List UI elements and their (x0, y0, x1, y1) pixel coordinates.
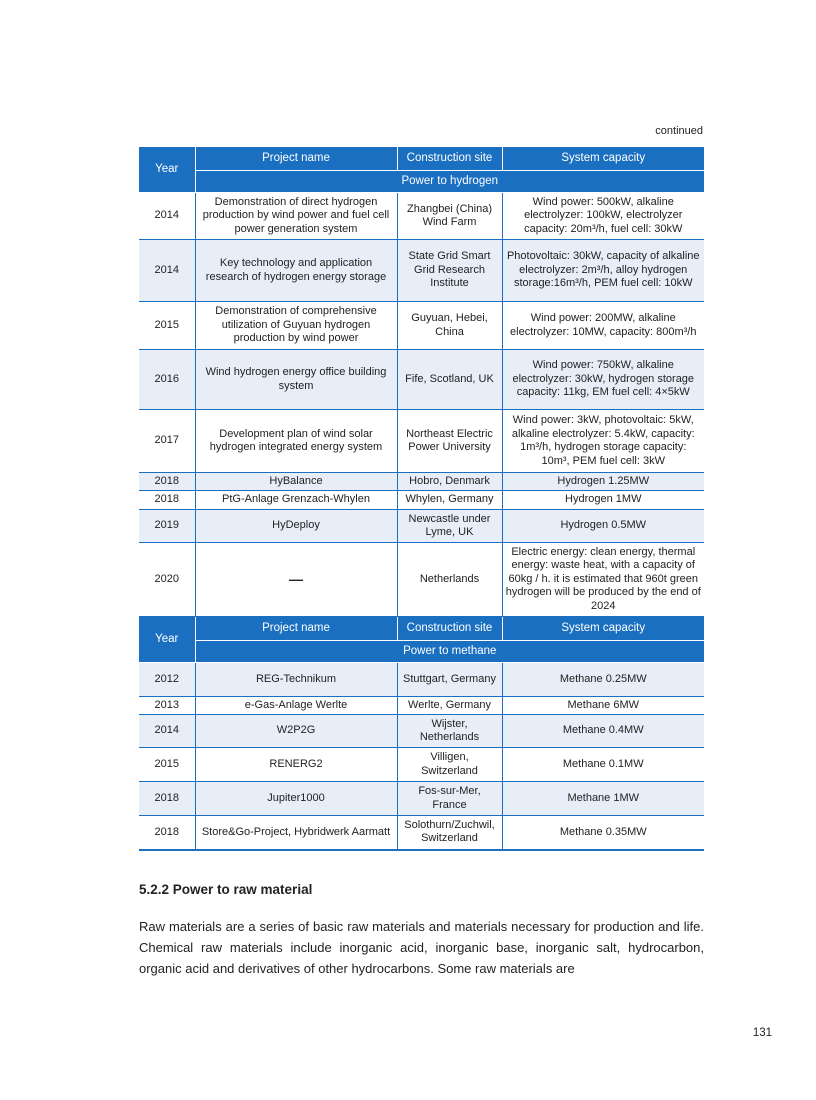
cell-project: REG-Technikum (195, 663, 397, 697)
cell-capacity: Methane 0.25MW (502, 663, 704, 697)
cell-project: Jupiter1000 (195, 782, 397, 816)
table-row (139, 782, 704, 816)
cell-site: Fos-sur-Mer, France (397, 782, 502, 816)
cell-year: 2018 (139, 782, 195, 816)
table-row (139, 715, 704, 748)
cell-year: 2015 (139, 302, 195, 350)
cell-site: Solothurn/Zuchwil, Switzerland (397, 816, 502, 850)
cell-year: 2020 (139, 543, 195, 617)
cell-site: Zhangbei (China) Wind Farm (397, 193, 502, 240)
cell-year: 2014 (139, 240, 195, 302)
cell-site: Wijster, Netherlands (397, 715, 502, 748)
cell-site: Stuttgart, Germany (397, 663, 502, 697)
section-title: Power to hydrogen (195, 171, 704, 193)
cell-capacity: Methane 1MW (502, 782, 704, 816)
header-capacity: System capacity (502, 617, 704, 641)
cell-site: Hobro, Denmark (397, 473, 502, 491)
cell-site: State Grid Smart Grid Research Institute (397, 240, 502, 302)
table-row (139, 543, 704, 617)
table-row (139, 748, 704, 782)
cell-year: 2017 (139, 410, 195, 473)
cell-project: Key technology and application research of hydrogen energy storage (195, 240, 397, 302)
table-row (139, 491, 704, 510)
table-row (139, 473, 704, 491)
header-year: Year (139, 147, 195, 193)
header-year: Year (139, 617, 195, 663)
cell-capacity: Hydrogen 0.5MW (502, 510, 704, 543)
header-site: Construction site (397, 147, 502, 171)
section-header-row (139, 641, 704, 663)
cell-project: HyDeploy (195, 510, 397, 543)
cell-project: RENERG2 (195, 748, 397, 782)
cell-project: W2P2G (195, 715, 397, 748)
cell-capacity: Electric energy: clean energy, thermal energy: waste heat, with a capacity of 60kg / h. it is estimated that 960t green hydrogen will be produced by the end of 2024 (502, 543, 704, 617)
cell-project: Development plan of wind solar hydrogen integrated energy system (195, 410, 397, 473)
cell-project: Demonstration of direct hydrogen production by wind power and fuel cell power generation system (195, 193, 397, 240)
cell-project: Demonstration of comprehensive utilization of Guyuan hydrogen production by wind power (195, 302, 397, 350)
cell-year: 2013 (139, 697, 195, 715)
cell-site: Werlte, Germany (397, 697, 502, 715)
cell-capacity: Methane 0.35MW (502, 816, 704, 850)
header-project: Project name (195, 147, 397, 171)
section-header-row (139, 171, 704, 193)
section-title: Power to methane (195, 641, 704, 663)
cell-site: Fife, Scotland, UK (397, 350, 502, 410)
cell-year: 2012 (139, 663, 195, 697)
cell-capacity: Methane 0.4MW (502, 715, 704, 748)
cell-site: Guyuan, Hebei, China (397, 302, 502, 350)
continued-label: continued (655, 125, 703, 137)
cell-capacity: Methane 0.1MW (502, 748, 704, 782)
cell-capacity: Wind power: 750kW, alkaline electrolyzer: 30kW, hydrogen storage capacity: 11kg, EM fuel cell: 4×5kW (502, 350, 704, 410)
projects-table (139, 146, 704, 851)
header-project: Project name (195, 617, 397, 641)
table-row (139, 510, 704, 543)
table-header-row (139, 147, 704, 171)
cell-project: PtG-Anlage Grenzach-Whylen (195, 491, 397, 510)
table-row (139, 193, 704, 240)
cell-year: 2014 (139, 193, 195, 240)
table-row (139, 816, 704, 850)
header-capacity: System capacity (502, 147, 704, 171)
table-row (139, 410, 704, 473)
table-row (139, 697, 704, 715)
cell-capacity: Wind power: 500kW, alkaline electrolyzer: 100kW, electrolyzer capacity: 20m³/h, fuel cell: 30kW (502, 193, 704, 240)
cell-capacity: Photovoltaic: 30kW, capacity of alkaline electrolyzer: 2m³/h, alloy hydrogen storage:16m³/h, PEM fuel cell: 10kW (502, 240, 704, 302)
cell-project: Store&Go-Project, Hybridwerk Aarmatt (195, 816, 397, 850)
cell-site: Newcastle under Lyme, UK (397, 510, 502, 543)
table-row (139, 350, 704, 410)
cell-capacity: Wind power: 3kW, photovoltaic: 5kW, alkaline electrolyzer: 5.4kW, capacity: 1m³/h, hydrogen storage capacity: 10m³, PEM fuel cell: 3kW (502, 410, 704, 473)
cell-capacity: Hydrogen 1MW (502, 491, 704, 510)
cell-project: Wind hydrogen energy office building system (195, 350, 397, 410)
cell-site: Netherlands (397, 543, 502, 617)
cell-year: 2018 (139, 491, 195, 510)
cell-capacity: Methane 6MW (502, 697, 704, 715)
table-row (139, 663, 704, 697)
cell-year: 2015 (139, 748, 195, 782)
cell-capacity: Wind power: 200MW, alkaline electrolyzer: 10MW, capacity: 800m³/h (502, 302, 704, 350)
cell-site: Whylen, Germany (397, 491, 502, 510)
cell-year: 2014 (139, 715, 195, 748)
cell-year: 2016 (139, 350, 195, 410)
table-header-row (139, 617, 704, 641)
cell-year: 2019 (139, 510, 195, 543)
table-row (139, 302, 704, 350)
cell-project: — (195, 543, 397, 617)
cell-capacity: Hydrogen 1.25MW (502, 473, 704, 491)
cell-year: 2018 (139, 816, 195, 850)
cell-site: Villigen, Switzerland (397, 748, 502, 782)
section-heading: 5.2.2 Power to raw material (139, 882, 313, 897)
cell-project: HyBalance (195, 473, 397, 491)
body-paragraph: Raw materials are a series of basic raw materials and materials necessary for production and life. Chemical raw materials include inorganic acid, inorganic base, inorganic salt, hydrocarbon, organic acid and derivatives of other hydrocarbons. Some raw materials are (139, 919, 704, 976)
table-row (139, 240, 704, 302)
header-site: Construction site (397, 617, 502, 641)
page-number: 131 (752, 1027, 772, 1039)
cell-year: 2018 (139, 473, 195, 491)
cell-site: Northeast Electric Power University (397, 410, 502, 473)
cell-project: e-Gas-Anlage Werlte (195, 697, 397, 715)
